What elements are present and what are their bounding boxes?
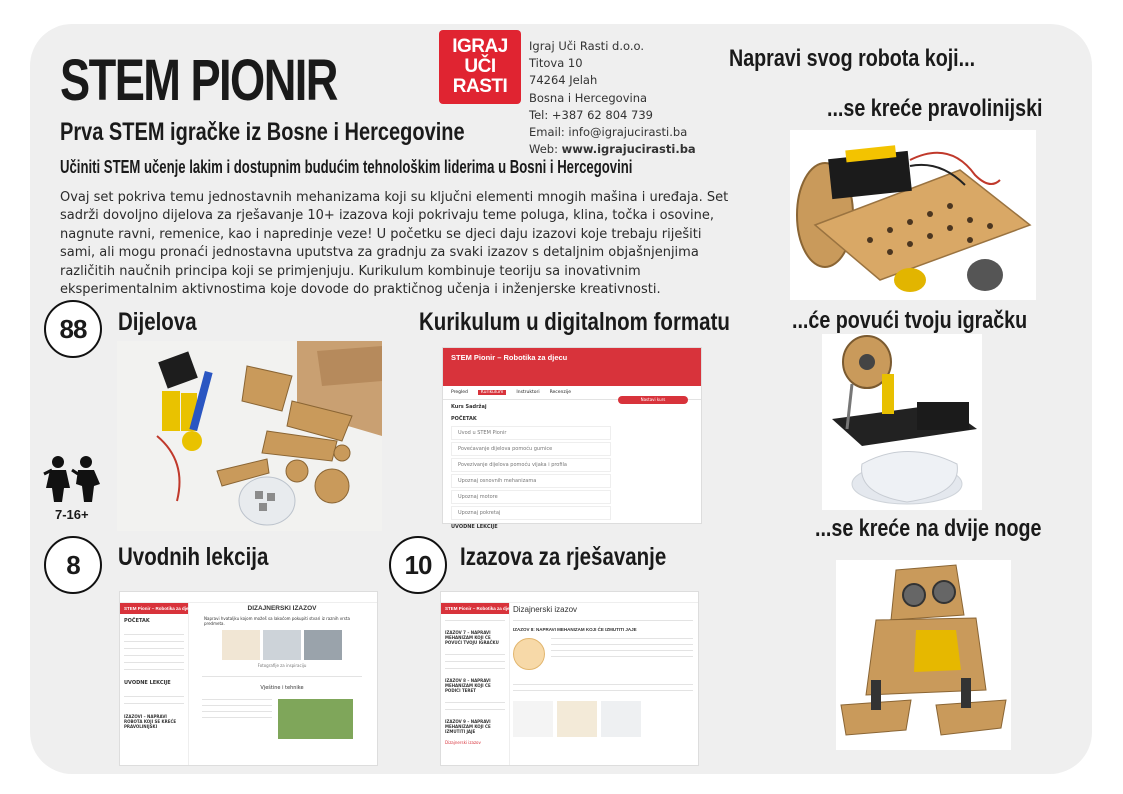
children-icon (42, 454, 106, 504)
list-item[interactable]: Uvod u STEM Pionir (451, 426, 611, 440)
continue-course-button[interactable]: Nastavi kurs (618, 396, 688, 404)
challenges-sidebar: STEM Pionir – Robotika za djecu IZAZOV 7 – NAPRAVI MEHANIZAM KOJI ĆE POVUĆI TVOJU IGRAČKU IZAZOV 8 – NAPRAVI MEHANIZAM KOJI ĆE PODIĆI TERET IZAZOV 9 – NAPRAVI MEHANIZAM KOJI ĆE IZMUTITI JAJE Dizajnerski izazov (441, 603, 510, 765)
description: Ovaj set pokriva temu jednostavnih mehanizama koji su ključni elementi mnogih mašina i uređaja. Set sadrži dovoljno dijelova za rješavanje 10+ izazova koji pokrivaju teme poluga, klina, točka i osovine, nagnute ravni, remenice, kao i napredinje veze! U početku se djeci daju izazovi koje trebaju riješiti sami, ali mogu pronaći jednostavna uputstva za gradnju za svaki izazov s detaljnim objašnjenjima različitih naučnih principa koji se primjenjuju. Kurikulum kombinuje teoriju sa inovativnim eksperimentalnim aktivnostima koje dovode do praktičnog učenja i inženjerske kreativnosti. (60, 190, 729, 298)
list-item[interactable]: Upoznaj motore (451, 490, 611, 504)
tab-recenzije[interactable]: Recenzije (549, 390, 572, 395)
lessons-content: DIZAJNERSKI IZAZOV Napravi hvataljku kojom možeš sa lakoćom pokupiti stvari iz raznih vrsta predmeta. Fotografije za inspiraciju Vještine i tehnike (192, 603, 372, 747)
list-item[interactable]: Upoznaj osnovnih mehanizama (451, 474, 611, 488)
tagline: Učiniti STEM učenje lakim i dostupnim budućim tehnološkim liderima u Bosni i Hercegovini (60, 157, 633, 177)
robot-3-image (836, 560, 1011, 750)
robot-2-image (822, 334, 982, 510)
page-title: STEM PIONIR (60, 48, 337, 113)
parts-label: Dijelova (118, 308, 197, 336)
company-tel: Tel: +387 62 804 739 (529, 107, 653, 122)
robot-item-2: ...će povući tvoju igračku (792, 307, 1028, 334)
robot-heading: Napravi svog robota koji... (729, 45, 976, 72)
robot-1-image (790, 130, 1036, 300)
age-range: 7-16+ (55, 507, 89, 522)
brand-logo: IGRAJ UČI RASTI (439, 30, 521, 104)
tab-pregled[interactable]: Pregled (451, 390, 468, 395)
company-country: Bosna i Hercegovina (529, 90, 648, 105)
company-name: Igraj Uči Rasti d.o.o. (529, 39, 644, 53)
lessons-sidebar: STEM Pionir – Robotika za djecu POČETAK UVODNE LEKCIJE IZAZOVI – NAPRAVI ROBOTA KOJI SE KREĆE PRAVOLINIJSKI (120, 603, 189, 765)
robot-item-1: ...se kreće pravolinijski (827, 95, 1043, 122)
curriculum-app-bar: STEM Pionir – Robotika za djecu (443, 348, 701, 386)
curriculum-screenshot: STEM Pionir – Robotika za djecu Pregled Kurikulum Instruktori Recenzije Nastavi kurs Kurs Sadržaj POČETAK Uvod u STEM Pionir Povećavanje dijelova pomoću gumice Povezivanje dijelova pomoću vijaka i profila Upoznaj osnovnih mehanizama Upoznaj motore Upoznaj pokretaj UVODNE LEKCIJE (442, 347, 702, 524)
company-email[interactable]: Email: info@igrajucirasti.ba (529, 125, 688, 140)
company-web[interactable]: Web: www.igrajucirasti.ba (529, 142, 696, 157)
list-item[interactable]: Upoznaj pokretaj (451, 506, 611, 520)
list-item[interactable]: Povezivanje dijelova pomoću vijaka i profila (451, 458, 611, 472)
company-info (529, 38, 696, 158)
challenges-content: Dizajnerski izazov IZAZOV 8: NAPRAVI MEHANIZAM KOJI ĆE IZMUTITI JAJE (513, 603, 693, 737)
challenges-label: Izazova za rješavanje (460, 543, 667, 571)
tab-kurikulum[interactable]: Kurikulum (478, 390, 507, 395)
list-item[interactable]: Povećavanje dijelova pomoću gumice (451, 442, 611, 456)
parts-count-badge: 88 (44, 300, 102, 358)
tab-instruktori[interactable]: Instruktori (516, 390, 540, 395)
curriculum-label: Kurikulum u digitalnom formatu (419, 308, 730, 336)
page-subtitle: Prva STEM igračke iz Bosne i Hercegovine (60, 118, 465, 146)
robot-item-3: ...se kreće na dvije noge (815, 515, 1042, 542)
company-street: Titova 10 (529, 56, 583, 71)
company-city: 74264 Jelah (529, 73, 598, 88)
lessons-count-badge: 8 (44, 536, 102, 594)
challenges-screenshot (440, 591, 699, 766)
lessons-label: Uvodnih lekcija (118, 543, 269, 571)
parts-photo (117, 341, 382, 531)
challenges-count-badge: 10 (389, 536, 447, 594)
active-lesson[interactable]: Dizajnerski izazov (445, 740, 481, 745)
lessons-screenshot (119, 591, 378, 766)
